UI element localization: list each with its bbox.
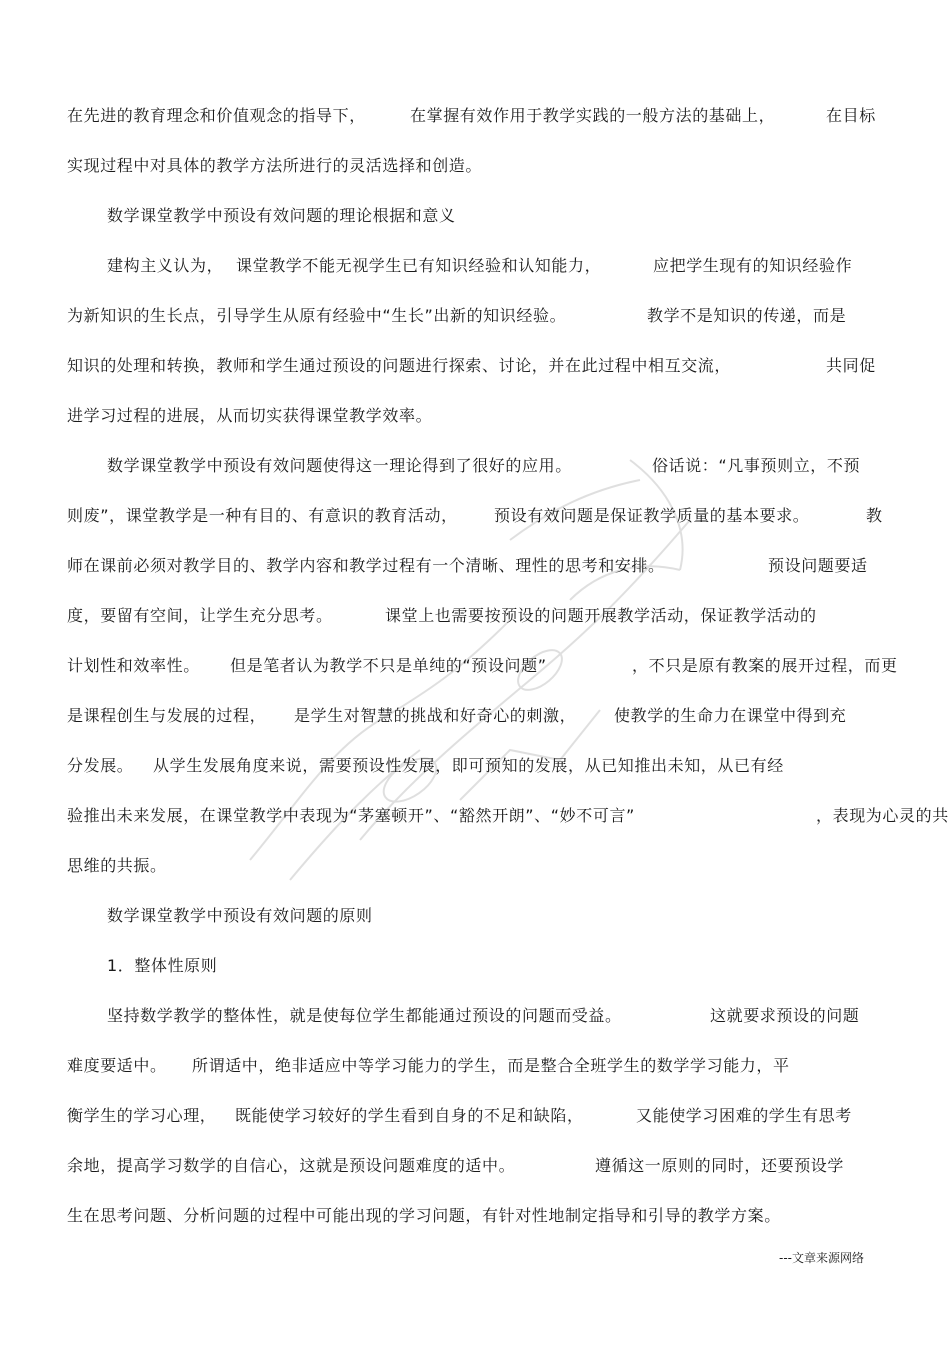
line-9-part-1: 则废”，课堂教学是一种有目的、有意识的教育活动， bbox=[67, 506, 458, 525]
line-8-part-2: 俗话说：“凡事预则立，不预 bbox=[652, 456, 861, 475]
line-10-part-2: 预设问题要适 bbox=[768, 556, 868, 575]
line-22-part-1: 余地，提高学习数学的自信心，这就是预设问题难度的适中。 bbox=[67, 1156, 516, 1175]
line-7-part-1: 进学习过程的进展，从而切实获得课堂教学效率。 bbox=[67, 406, 433, 425]
line-11-part-2: 课堂上也需要按预设的问题开展教学活动，保证教学活动的 bbox=[385, 606, 817, 625]
line-1-part-3: 在目标 bbox=[826, 106, 876, 125]
line-5-part-1: 为新知识的生长点，引导学生从原有经验中“生长”出新的知识经验。 bbox=[67, 306, 567, 325]
line-14-part-2: 从学生发展角度来说，需要预设性发展，即可预知的发展，从已知推出未知，从已有经 bbox=[153, 756, 784, 775]
line-19-part-2: 这就要求预设的问题 bbox=[710, 1006, 860, 1025]
line-23-part-1: 生在思考问题、分析问题的过程中可能出现的学习问题，有针对性地制定指导和引导的教学方案。 bbox=[67, 1206, 781, 1225]
line-1-part-2: 在掌握有效作用于教学实践的一般方法的基础上， bbox=[410, 106, 776, 125]
line-6-part-1: 知识的处理和转换，教师和学生通过预设的问题进行探索、讨论，并在此过程中相互交流， bbox=[67, 356, 732, 375]
line-12-part-1: 计划性和效率性。 bbox=[67, 656, 200, 675]
line-9-part-3: 教 bbox=[866, 506, 883, 525]
line-22-part-2: 遵循这一原则的同时，还要预设学 bbox=[595, 1156, 845, 1175]
heading-principles-text: 数学课堂教学中预设有效问题的原则 bbox=[107, 906, 373, 925]
line-1-part-1: 在先进的教育理念和价值观念的指导下， bbox=[67, 106, 366, 125]
line-15-part-1: 验推出未来发展，在课堂教学中表现为“茅塞顿开”、“豁然开朗”、“妙不可言” bbox=[67, 806, 635, 825]
line-8-part-1: 数学课堂教学中预设有效问题使得这一理论得到了很好的应用。 bbox=[107, 456, 572, 475]
heading-theory-text: 数学课堂教学中预设有效问题的理论根据和意义 bbox=[107, 206, 456, 225]
line-10-part-1: 师在课前必须对教学目的、教学内容和教学过程有一个清晰、理性的思考和安排。 bbox=[67, 556, 665, 575]
line-20-part-1: 难度要适中。 bbox=[67, 1056, 167, 1075]
line-9-part-2: 预设有效问题是保证教学质量的基本要求。 bbox=[494, 506, 810, 525]
subheading-integrity-text: 1．整体性原则 bbox=[107, 956, 218, 975]
line-16-part-1: 思维的共振。 bbox=[67, 856, 167, 875]
line-12-part-3: ，不只是原有教案的展开过程，而更 bbox=[632, 656, 898, 675]
line-6-part-2: 共同促 bbox=[826, 356, 876, 375]
line-20-part-2: 所谓适中，绝非适应中等学习能力的学生，而是整合全班学生的数学学习能力，平 bbox=[192, 1056, 790, 1075]
line-13-part-2: 是学生对智慧的挑战和好奇心的刺激， bbox=[294, 706, 577, 725]
line-4-part-1: 建构主义认为， bbox=[107, 256, 224, 275]
line-13-part-3: 使教学的生命力在课堂中得到充 bbox=[614, 706, 847, 725]
line-4-part-3: 应把学生现有的知识经验作 bbox=[653, 256, 853, 275]
line-13-part-1: 是课程创生与发展的过程， bbox=[67, 706, 267, 725]
line-21-part-2: 既能使学习较好的学生看到自身的不足和缺陷， bbox=[235, 1106, 584, 1125]
line-4-part-2: 课堂教学不能无视学生已有知识经验和认知能力， bbox=[236, 256, 602, 275]
line-21-part-1: 衡学生的学习心理， bbox=[67, 1106, 217, 1125]
line-5-part-2: 教学不是知识的传递，而是 bbox=[647, 306, 847, 325]
line-2-part-1: 实现过程中对具体的教学方法所进行的灵活选择和创造。 bbox=[67, 156, 483, 175]
source-footer: ---文章来源网络 bbox=[779, 1251, 864, 1265]
line-15-part-2: ，表现为心灵的共 bbox=[816, 806, 949, 825]
line-19-part-1: 坚持数学教学的整体性，就是使每位学生都能通过预设的问题而受益。 bbox=[107, 1006, 622, 1025]
line-14-part-1: 分发展。 bbox=[67, 756, 134, 775]
line-12-part-2: 但是笔者认为教学不只是单纯的“预设问题” bbox=[230, 656, 547, 675]
line-11-part-1: 度，要留有空间，让学生充分思考。 bbox=[67, 606, 333, 625]
line-21-part-3: 又能使学习困难的学生有思考 bbox=[636, 1106, 852, 1125]
